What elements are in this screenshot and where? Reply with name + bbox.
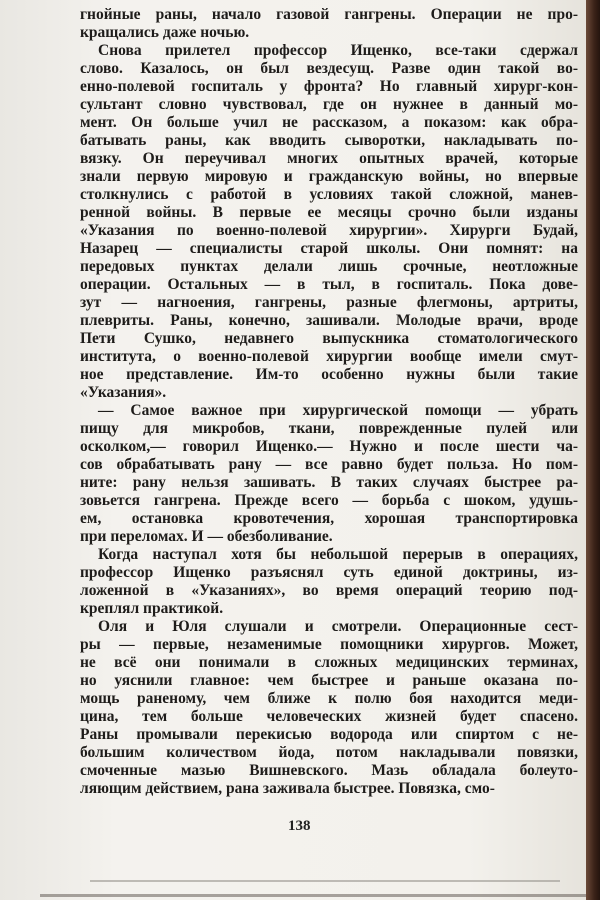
- text-line: ры — первые, незаменимые помощники хирургов. Может,: [80, 636, 578, 653]
- text-line: — Самое важное при хирургической помощи — убрать: [98, 402, 578, 419]
- text-line: осколком,— говорил Ищенко.— Нужно и после шести ча-: [80, 438, 578, 455]
- text-line: не всё они понимали в сложных медицинских терминах,: [80, 654, 578, 671]
- text-line: передовых пунктах делали лишь срочные, неотложные: [80, 258, 578, 275]
- text-line: Когда наступал хотя бы небольшой перерыв в операциях,: [98, 546, 578, 563]
- text-line: столкнулись с работой в условиях такой сложной, манев-: [80, 186, 578, 203]
- text-line: гнойные раны, начало газовой гангрены. Операции не про-: [80, 6, 578, 23]
- text-line: сов обрабатывать рану — все равно будет польза. Но пом-: [80, 456, 578, 473]
- text-line: «Указания по военно-полевой хирургии». Хирурги Будай,: [80, 222, 578, 239]
- text-line: ем, остановка кровотечения, хорошая транспортировка: [80, 510, 578, 527]
- text-line: ложенной в «Указаниях», во время операций теорию под-: [80, 582, 578, 599]
- page-edge-shadow: [40, 894, 586, 897]
- text-line: мощь раненому, чем ближе к полю боя находится меди-: [80, 690, 578, 707]
- book-binding-edge: [586, 0, 600, 900]
- text-line: смоченные мазью Вишневского. Мазь обладала болеуто-: [80, 762, 578, 779]
- text-line: мент. Он больше учил не рассказом, а показом: как обра-: [80, 114, 578, 131]
- text-line: ренной войны. В первые ее месяцы срочно были изданы: [80, 204, 578, 221]
- text-line: Назарец — специалисты старой школы. Они помнят: на: [80, 240, 578, 257]
- text-line: Раны промывали перекисью водорода или спиртом с не-: [80, 726, 578, 743]
- text-line: профессор Ищенко разъяснял суть единой доктрины, из-: [80, 564, 578, 581]
- text-line: ное представление. Им-то особенно нужны были такие: [80, 366, 578, 383]
- body-text: [80, 6, 578, 798]
- text-line: пищу для микробов, ткани, поврежденные пулей или: [80, 420, 578, 437]
- text-line: Оля и Юля слушали и смотрели. Операционные сест-: [98, 618, 578, 635]
- text-line: «Указания».: [80, 384, 167, 401]
- text-line: енно-полевой госпиталь у фронта? Но главный хирург-кон-: [80, 78, 578, 95]
- text-line: большим количеством йода, потом накладывали повязки,: [80, 744, 578, 761]
- text-line: креплял практикой.: [80, 600, 224, 617]
- page-edge-line: [90, 880, 560, 882]
- text-line: цина, тем больше человеческих жизней будет спасено.: [80, 708, 578, 725]
- text-line: института, о военно-полевой хирургии вообще имели смут-: [80, 348, 578, 365]
- text-line: батывать раны, как вводить сыворотки, накладывать по-: [80, 132, 578, 149]
- text-line: Пети Сушко, недавнего выпускника стоматологического: [80, 330, 578, 347]
- text-line: плевриты. Раны, конечно, зашивали. Молодые врачи, вроде: [80, 312, 578, 329]
- text-line: зут — нагноения, гангрены, разные флегмоны, артриты,: [80, 294, 578, 311]
- text-line: ляющим действием, рана заживала быстрее. Повязка, смо-: [80, 780, 495, 797]
- text-line: зовьется гангрена. Прежде всего — борьба с шоком, удушь-: [80, 492, 578, 509]
- text-line: при переломах. И — обезболивание.: [80, 528, 333, 545]
- page-number: 138: [288, 818, 311, 834]
- text-line: ните: рану нельзя зашивать. В таких случаях быстрее ра-: [80, 474, 578, 491]
- text-line: слово. Казалось, он был вездесущ. Разве один такой во-: [80, 60, 578, 77]
- text-line: сультант словно чувствовал, где он нужнее в данный мо-: [80, 96, 578, 113]
- text-line: знали первую мировую и гражданскую войны, но впервые: [80, 168, 578, 185]
- text-line: вязку. Он переучивал многих опытных врачей, которые: [80, 150, 578, 167]
- text-line: Снова прилетел профессор Ищенко, все-таки сдержал: [98, 42, 578, 59]
- text-line: но уяснили главное: чем быстрее и раньше оказана по-: [80, 672, 578, 689]
- text-line: операции. Остальных — в тыл, в госпиталь. Пока дове-: [80, 276, 578, 293]
- text-line: кращались даже ночью.: [80, 24, 250, 41]
